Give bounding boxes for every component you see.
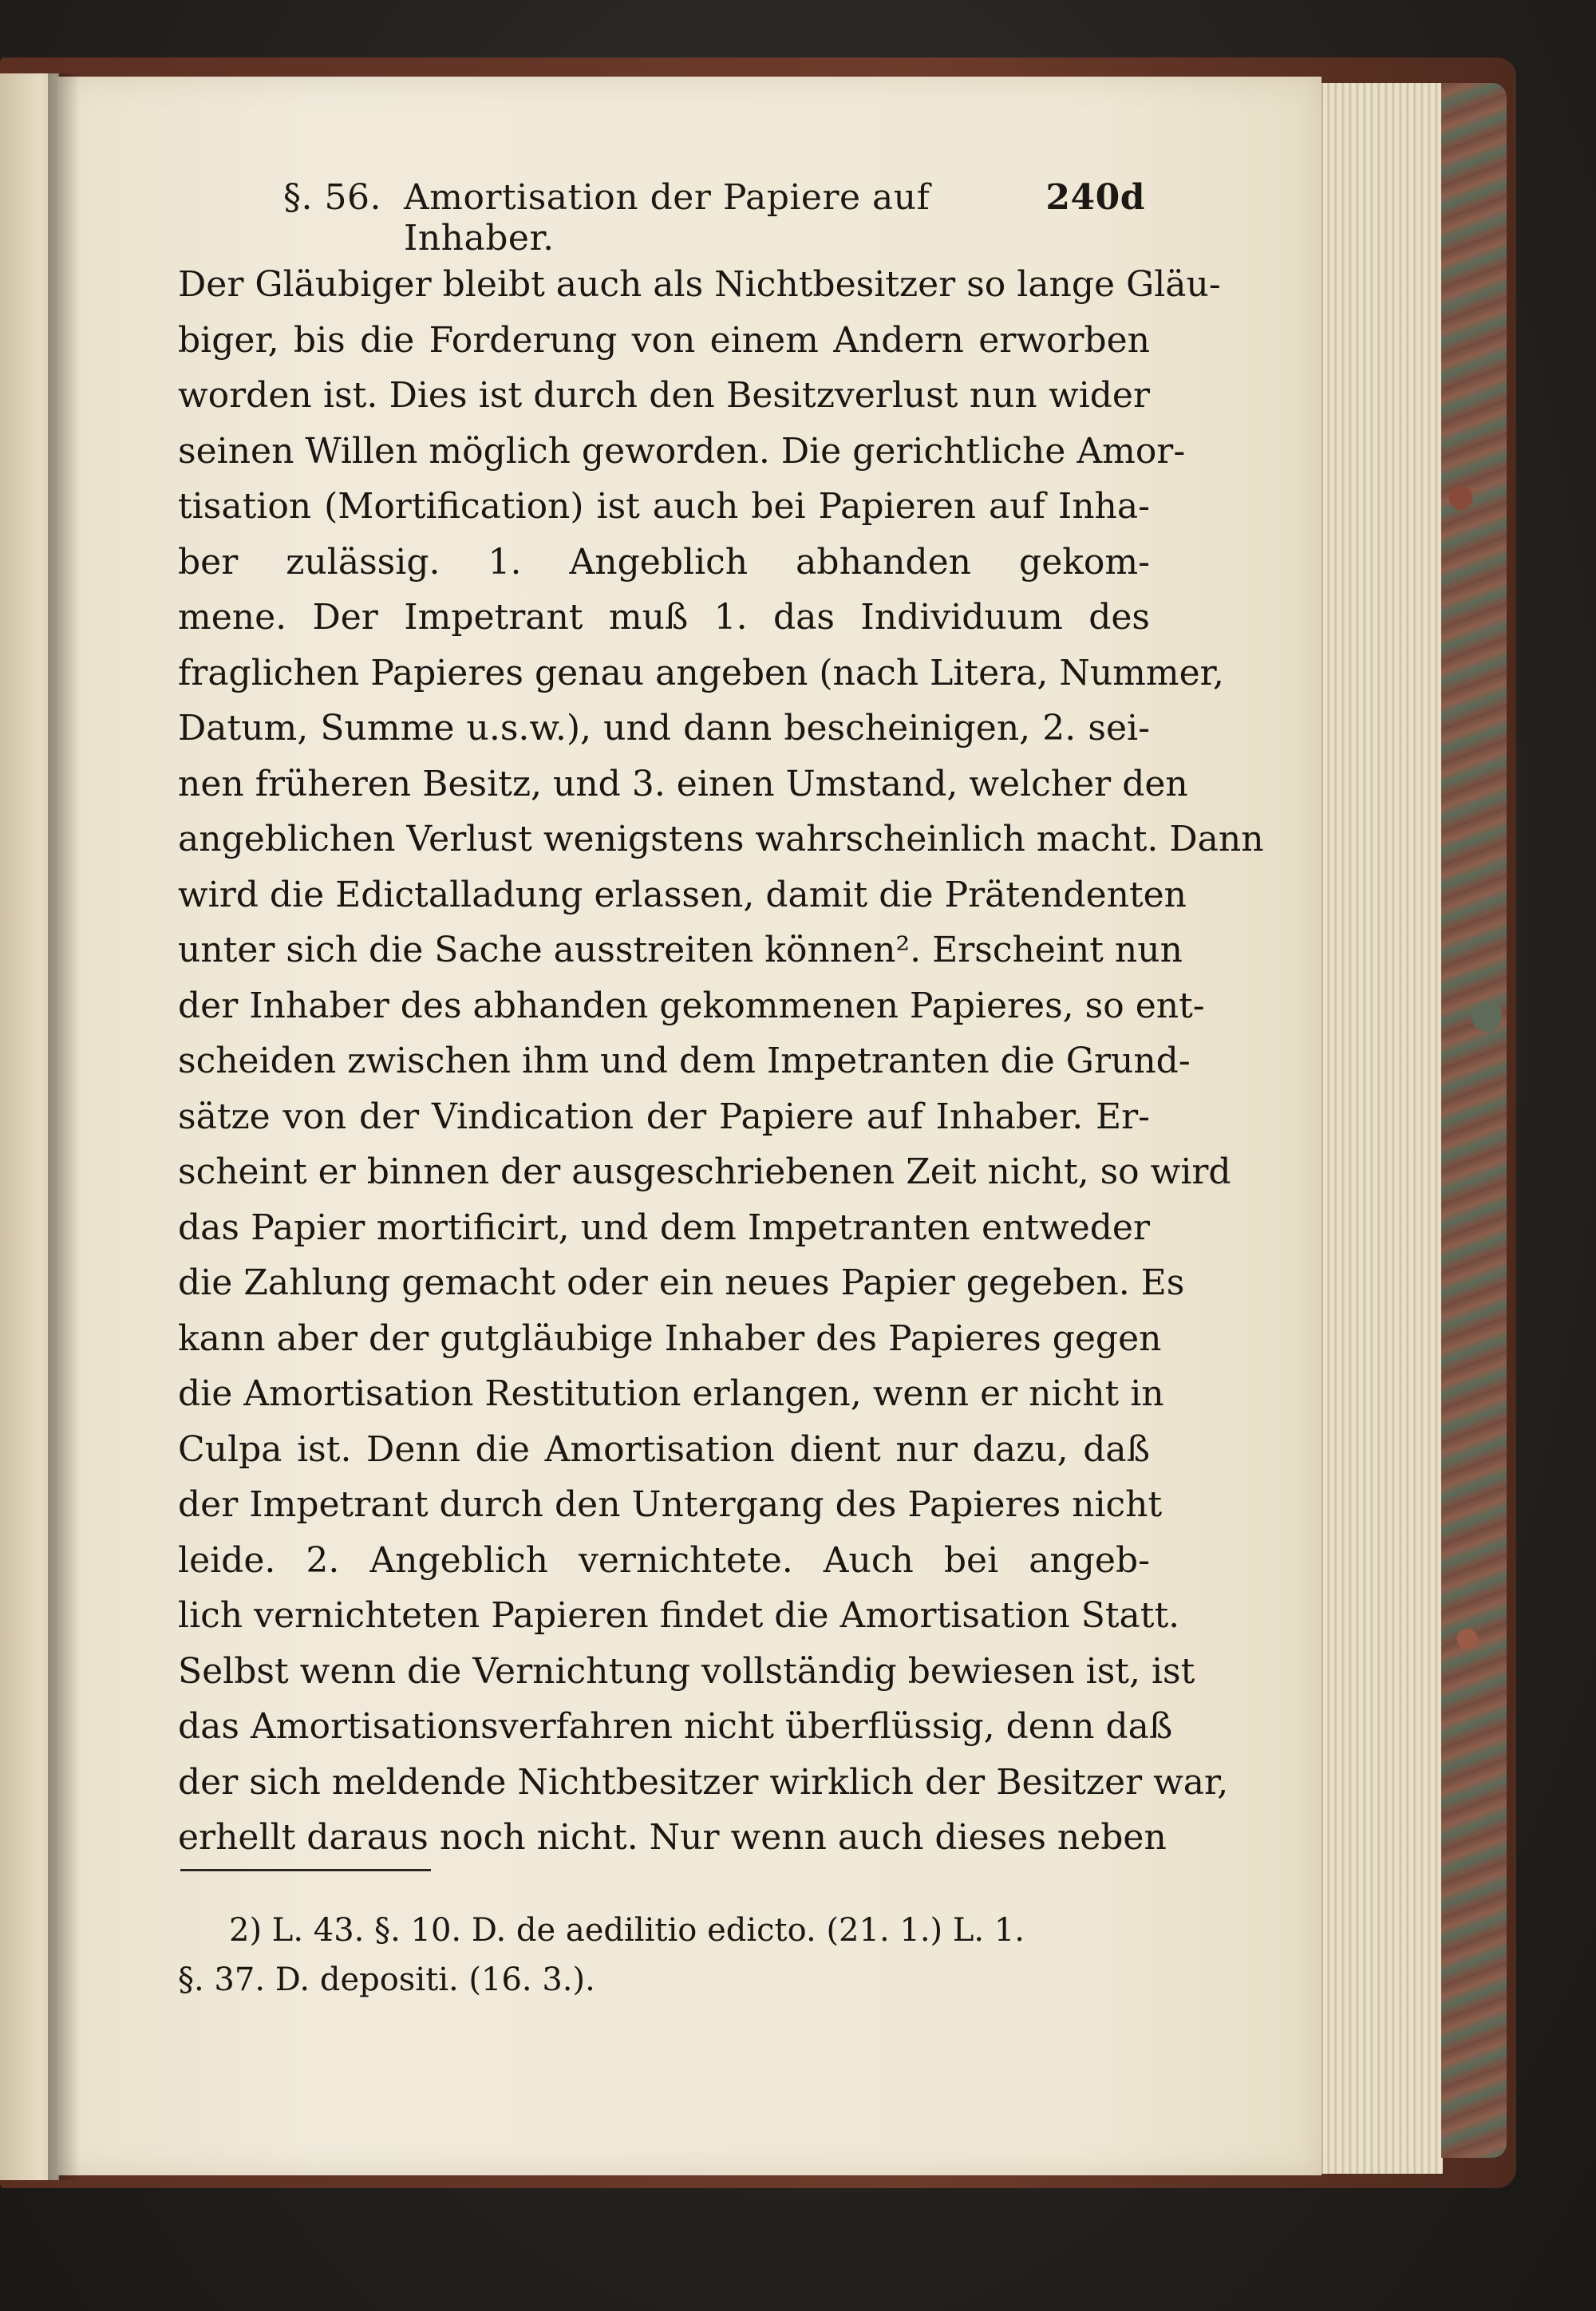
body-text xyxy=(178,257,1264,1866)
text-line: nen früheren Besitz, und 3. einen Umstand, welcher den xyxy=(178,763,1188,804)
text-line: das Amortisationsverfahren nicht überflüssig, denn daß xyxy=(178,1706,1173,1747)
text-line: der Inhaber des abhanden gekommenen Papieres, so ent- xyxy=(178,985,1205,1026)
text-line: die Amortisation Restitution erlangen, wenn er nicht in xyxy=(178,1373,1164,1414)
header-title: Amortisation der Papiere auf Inhaber. xyxy=(403,177,930,259)
text-line: unter sich die Sache ausstreiten können². Erscheint nun xyxy=(178,930,1183,970)
text-line: worden ist. Dies ist durch den Besitzverlust nun wider xyxy=(178,375,1150,416)
text-line: tisation (Mortification) ist auch bei Papieren auf Inha- xyxy=(178,486,1150,527)
text-line: angeblichen Verlust wenigstens wahrscheinlich macht. Dann xyxy=(178,819,1264,859)
text-line: lich vernichteten Papieren findet die Amortisation Statt. xyxy=(178,1595,1180,1636)
text-line: Culpa ist. Denn die Amortisation dient nur dazu, daß xyxy=(178,1428,1150,1470)
page-number: 240d xyxy=(1045,177,1145,218)
text-line: die Zahlung gemacht oder ein neues Papier gegeben. Es xyxy=(178,1262,1185,1303)
text-line: der Impetrant durch den Untergang des Papieres nicht xyxy=(178,1484,1163,1525)
text-line: Der Gläubiger bleibt auch als Nichtbesitzer so lange Gläu- xyxy=(178,264,1221,305)
text-line: scheint er binnen der ausgeschriebenen Zeit nicht, so wird xyxy=(178,1152,1231,1192)
footnote xyxy=(178,1906,1150,2005)
text-line: wird die Edictalladung erlassen, damit die Prätendenten xyxy=(178,874,1187,915)
text-line: der sich meldende Nichtbesitzer wirklich der Besitzer war, xyxy=(178,1761,1229,1803)
text-line: seinen Willen möglich geworden. Die gerichtliche Amor- xyxy=(178,430,1186,472)
text-line: erhellt daraus noch nicht. Nur wenn auch dieses neben xyxy=(178,1817,1167,1858)
footnote-line: §. 37. D. depositi. (16. 3.). xyxy=(178,1961,595,1998)
footnote-line: 2) L. 43. §. 10. D. de aedilitio edicto. (21. 1.) L. 1. xyxy=(229,1912,1025,1949)
text-line: scheiden zwischen ihm und dem Impetranten die Grund- xyxy=(178,1041,1191,1081)
marbled-edge xyxy=(1441,83,1507,2158)
text-line: ber zulässig. 1. Angeblich abhanden gekom- xyxy=(178,541,1150,583)
text-line: sätze von der Vindication der Papiere auf Inhaber. Er- xyxy=(178,1096,1150,1137)
text-line: biger, bis die Forderung von einem Andern erworben xyxy=(178,319,1150,361)
page-gutter xyxy=(48,73,80,2180)
text-line: Datum, Summe u.s.w.), und dann bescheinigen, 2. sei- xyxy=(178,708,1150,749)
text-line: Selbst wenn die Vernichtung vollständig bewiesen ist, ist xyxy=(178,1650,1195,1692)
footnote-rule xyxy=(180,1869,431,1871)
running-header xyxy=(283,177,1145,259)
text-line: kann aber der gutgläubige Inhaber des Papieres gegen xyxy=(178,1317,1162,1359)
text-line: fraglichen Papieres genau angeben (nach Litera, Nummer, xyxy=(178,652,1224,693)
page-edges xyxy=(1321,83,1443,2174)
section-number: §. 56. xyxy=(283,177,381,218)
text-line: mene. Der Impetrant muß 1. das Individuum des xyxy=(178,597,1150,638)
text-line: das Papier mortificirt, und dem Impetranten entweder xyxy=(178,1207,1150,1248)
text-line: leide. 2. Angeblich vernichtete. Auch bei angeb- xyxy=(178,1539,1150,1581)
